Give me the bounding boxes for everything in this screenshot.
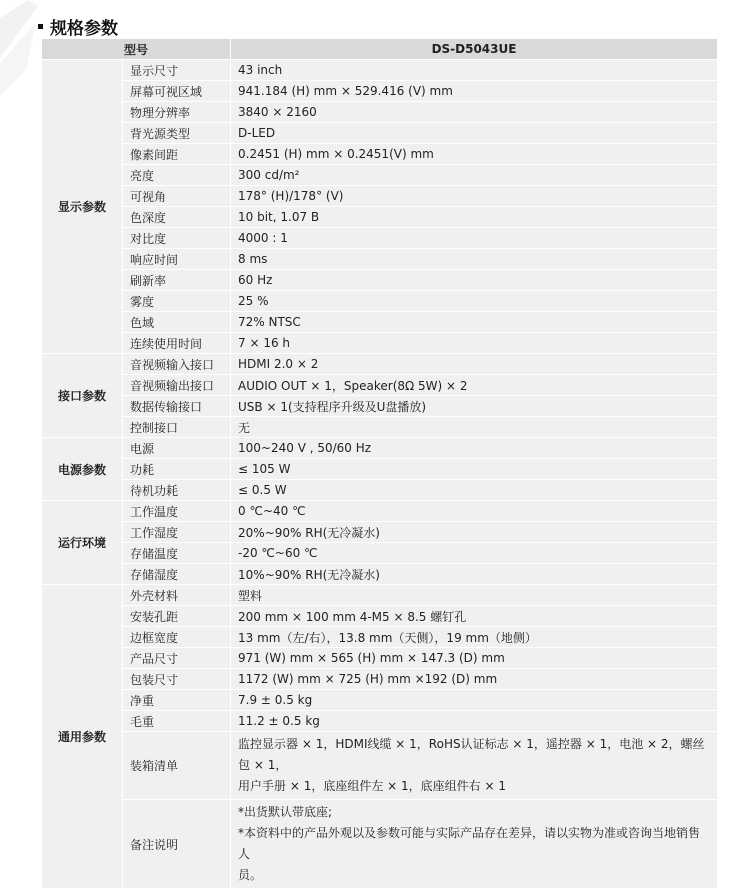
table-row — [42, 800, 718, 889]
spec-value: 塑料 — [231, 585, 718, 606]
spec-value: 8 ms — [231, 249, 718, 270]
table-row — [42, 249, 718, 270]
spec-key: 数据传输接口 — [123, 396, 231, 417]
spec-value: 25 % — [231, 291, 718, 312]
spec-value — [231, 800, 718, 889]
table-row — [42, 144, 718, 165]
spec-key: 存储湿度 — [123, 564, 231, 585]
spec-value: AUDIO OUT × 1，Speaker(8Ω 5W) × 2 — [231, 375, 718, 396]
spec-key: 功耗 — [123, 459, 231, 480]
spec-key: 背光源类型 — [123, 123, 231, 144]
spec-key: 工作湿度 — [123, 522, 231, 543]
spec-key: 毛重 — [123, 711, 231, 732]
spec-key: 存储温度 — [123, 543, 231, 564]
spec-key: 外壳材料 — [123, 585, 231, 606]
table-row — [42, 270, 718, 291]
header-model-label: 型号 — [42, 39, 231, 60]
table-row — [42, 60, 718, 81]
title-bullet — [38, 24, 43, 29]
spec-table-body — [42, 60, 718, 889]
spec-value: ≤ 105 W — [231, 459, 718, 480]
spec-value-line: *出货默认带底座; — [238, 805, 333, 819]
spec-value: 7.9 ± 0.5 kg — [231, 690, 718, 711]
spec-value: 3840 × 2160 — [231, 102, 718, 123]
spec-value: 200 mm × 100 mm 4-M5 × 8.5 螺钉孔 — [231, 606, 718, 627]
table-row — [42, 711, 718, 732]
spec-value: 178° (H)/178° (V) — [231, 186, 718, 207]
table-row — [42, 501, 718, 522]
spec-key: 刷新率 — [123, 270, 231, 291]
table-row — [42, 648, 718, 669]
spec-key: 控制接口 — [123, 417, 231, 438]
spec-value: -20 ℃~60 ℃ — [231, 543, 718, 564]
table-row — [42, 627, 718, 648]
table-row — [42, 732, 718, 800]
table-row — [42, 543, 718, 564]
spec-value: 11.2 ± 0.5 kg — [231, 711, 718, 732]
spec-value: 1172 (W) mm × 725 (H) mm ×192 (D) mm — [231, 669, 718, 690]
spec-key: 安装孔距 — [123, 606, 231, 627]
spec-value: 0 ℃~40 ℃ — [231, 501, 718, 522]
table-row — [42, 354, 718, 375]
spec-key: 对比度 — [123, 228, 231, 249]
table-row — [42, 669, 718, 690]
group-label: 显示参数 — [42, 60, 123, 354]
spec-value: 941.184 (H) mm × 529.416 (V) mm — [231, 81, 718, 102]
spec-value: 无 — [231, 417, 718, 438]
header-model-value: DS-D5043UE — [231, 39, 718, 60]
spec-value: 0.2451 (H) mm × 0.2451(V) mm — [231, 144, 718, 165]
group-label: 通用参数 — [42, 585, 123, 889]
spec-key: 待机功耗 — [123, 480, 231, 501]
spec-key: 音视频输入接口 — [123, 354, 231, 375]
table-row — [42, 438, 718, 459]
section-title-text: 规格参数 — [50, 19, 118, 39]
spec-value-line: 员。 — [238, 868, 263, 882]
spec-key: 物理分辨率 — [123, 102, 231, 123]
spec-value: 7 × 16 h — [231, 333, 718, 354]
spec-key: 亮度 — [123, 165, 231, 186]
spec-value: 100~240 V , 50/60 Hz — [231, 438, 718, 459]
table-row — [42, 312, 718, 333]
spec-value: D-LED — [231, 123, 718, 144]
spec-value: 10 bit, 1.07 B — [231, 207, 718, 228]
spec-key: 连续使用时间 — [123, 333, 231, 354]
group-label: 运行环境 — [42, 501, 123, 585]
spec-value-line: *本资料中的产品外观以及参数可能与实际产品存在差异，请以实物为准或咨询当地销售人 — [238, 826, 701, 861]
group-label: 接口参数 — [42, 354, 123, 438]
table-row — [42, 102, 718, 123]
table-row — [42, 459, 718, 480]
table-row — [42, 228, 718, 249]
table-header-row — [42, 39, 718, 60]
table-row — [42, 522, 718, 543]
table-row — [42, 396, 718, 417]
corner-decoration — [0, 0, 40, 120]
spec-key: 电源 — [123, 438, 231, 459]
spec-key: 可视角 — [123, 186, 231, 207]
table-row — [42, 81, 718, 102]
spec-value: 72% NTSC — [231, 312, 718, 333]
spec-key: 雾度 — [123, 291, 231, 312]
group-label: 电源参数 — [42, 438, 123, 501]
spec-value: 13 mm（左/右），13.8 mm（天侧），19 mm（地侧） — [231, 627, 718, 648]
spec-value-line: 监控显示器 × 1，HDMI线缆 × 1，RoHS认证标志 × 1，遥控器 × 1，电池 × 2，螺丝包 × 1， — [238, 737, 705, 772]
spec-value: HDMI 2.0 × 2 — [231, 354, 718, 375]
spec-value-line: 用户手册 × 1，底座组件左 × 1，底座组件右 × 1 — [238, 779, 506, 793]
table-row — [42, 417, 718, 438]
spec-key: 音视频输出接口 — [123, 375, 231, 396]
spec-value: 4000 : 1 — [231, 228, 718, 249]
table-row — [42, 480, 718, 501]
spec-key: 屏幕可视区域 — [123, 81, 231, 102]
spec-value: 20%~90% RH(无冷凝水) — [231, 522, 718, 543]
table-row — [42, 291, 718, 312]
spec-key: 装箱清单 — [123, 732, 231, 800]
table-row — [42, 690, 718, 711]
spec-key: 色深度 — [123, 207, 231, 228]
spec-key: 响应时间 — [123, 249, 231, 270]
table-row — [42, 123, 718, 144]
spec-value: 10%~90% RH(无冷凝水) — [231, 564, 718, 585]
spec-key: 色域 — [123, 312, 231, 333]
table-row — [42, 606, 718, 627]
table-row — [42, 585, 718, 606]
spec-value: 971 (W) mm × 565 (H) mm × 147.3 (D) mm — [231, 648, 718, 669]
spec-key: 净重 — [123, 690, 231, 711]
spec-key: 工作温度 — [123, 501, 231, 522]
spec-key: 备注说明 — [123, 800, 231, 889]
table-row — [42, 165, 718, 186]
table-row — [42, 207, 718, 228]
section-title — [38, 14, 118, 39]
table-row — [42, 186, 718, 207]
spec-key: 像素间距 — [123, 144, 231, 165]
spec-value: 300 cd/m² — [231, 165, 718, 186]
table-row — [42, 564, 718, 585]
spec-key: 显示尺寸 — [123, 60, 231, 81]
table-row — [42, 375, 718, 396]
spec-value: 60 Hz — [231, 270, 718, 291]
spec-value: 43 inch — [231, 60, 718, 81]
spec-value — [231, 732, 718, 800]
spec-key: 产品尺寸 — [123, 648, 231, 669]
spec-key: 包装尺寸 — [123, 669, 231, 690]
spec-table — [41, 38, 718, 889]
spec-key: 边框宽度 — [123, 627, 231, 648]
spec-value: USB × 1(支持程序升级及U盘播放) — [231, 396, 718, 417]
table-row — [42, 333, 718, 354]
spec-value: ≤ 0.5 W — [231, 480, 718, 501]
